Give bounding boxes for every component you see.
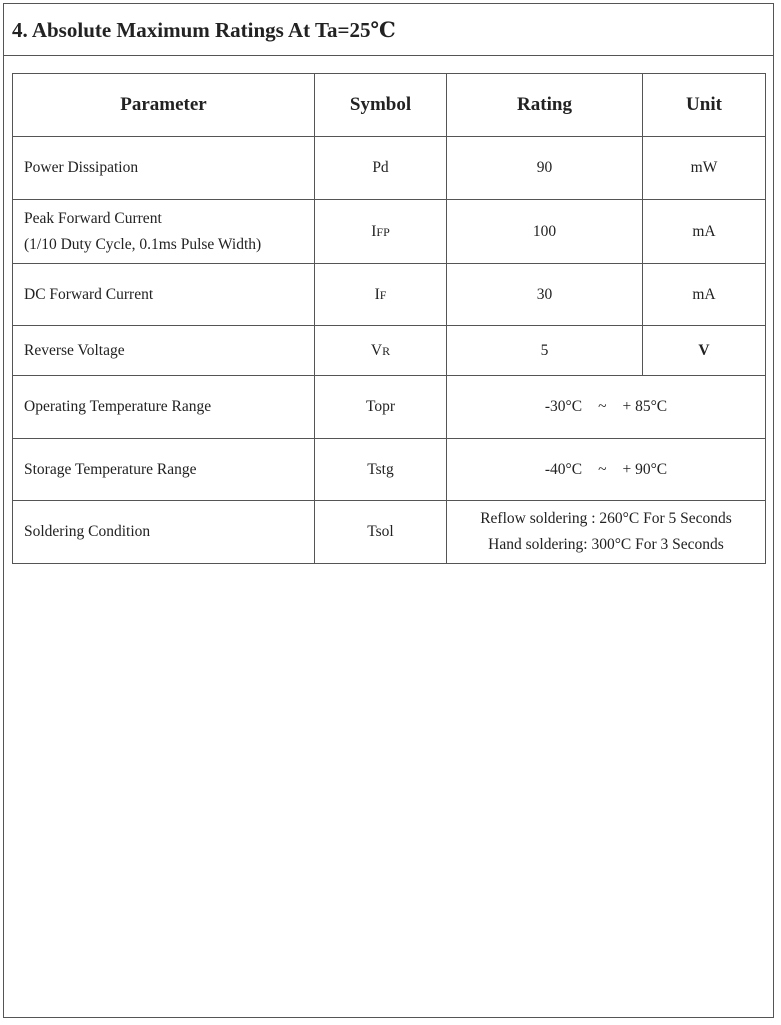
parameter-line-1: Peak Forward Current	[24, 209, 162, 227]
range-high: + 85°C	[622, 398, 668, 415]
symbol-main: Pd	[372, 159, 389, 176]
rating-cell: 5	[447, 326, 643, 376]
unit-cell: mA	[643, 200, 766, 264]
parameter-cell: DC Forward Current	[13, 264, 315, 326]
symbol-main: Tsol	[367, 523, 394, 540]
ratings-table	[12, 73, 766, 564]
parameter-cell: Power Dissipation	[13, 137, 315, 200]
section-title: 4. Absolute Maximum Ratings At Ta=25℃	[12, 18, 396, 42]
symbol-cell	[315, 326, 447, 376]
symbol-cell	[315, 137, 447, 200]
rating-line-1: Reflow soldering : 260°C For 5 Seconds	[480, 510, 732, 527]
symbol-cell	[315, 264, 447, 326]
range-low: -30°C	[544, 398, 583, 415]
table-row	[13, 326, 766, 376]
symbol-cell	[315, 376, 447, 439]
table-header-row	[13, 74, 766, 137]
parameter-cell	[13, 200, 315, 264]
symbol-main: Tstg	[367, 460, 394, 478]
rating-cell: 90	[447, 137, 643, 200]
parameter-line-2: (1/10 Duty Cycle, 0.1ms Pulse Width)	[24, 235, 262, 253]
symbol-subscript: F	[379, 287, 387, 302]
symbol-cell	[315, 200, 447, 264]
range-separator: ~	[598, 460, 607, 478]
table-row	[13, 501, 766, 564]
soldering-rating-cell	[447, 501, 766, 564]
symbol-cell	[315, 501, 447, 564]
parameter-cell: Operating Temperature Range	[13, 376, 315, 439]
symbol-main: Topr	[365, 398, 396, 415]
document-frame	[3, 3, 774, 1018]
table-row	[13, 264, 766, 326]
symbol-main: V	[370, 341, 383, 359]
symbol-main: I	[374, 285, 380, 303]
range-separator: ~	[598, 398, 607, 415]
range-low: -40°C	[544, 460, 583, 478]
symbol-subscript: FP	[376, 224, 390, 239]
parameter-cell: Reverse Voltage	[13, 326, 315, 376]
table-row	[13, 439, 766, 501]
rating-cell: 100	[447, 200, 643, 264]
unit-cell: V	[643, 326, 766, 376]
header-parameter: Parameter	[13, 74, 315, 137]
unit-cell: mW	[643, 137, 766, 200]
header-unit: Unit	[643, 74, 766, 137]
table-row	[13, 137, 766, 200]
header-symbol: Symbol	[315, 74, 447, 137]
rating-range-cell	[447, 439, 766, 501]
unit-cell: mA	[643, 264, 766, 326]
symbol-main: I	[371, 222, 377, 240]
table-row	[13, 200, 766, 264]
header-rating: Rating	[447, 74, 643, 137]
table-row	[13, 376, 766, 439]
section-header	[4, 4, 773, 56]
parameter-cell: Storage Temperature Range	[13, 439, 315, 501]
range-high: + 90°C	[622, 460, 668, 478]
symbol-subscript: R	[382, 343, 391, 358]
parameter-cell: Soldering Condition	[13, 501, 315, 564]
rating-cell: 30	[447, 264, 643, 326]
rating-line-2: Hand soldering: 300°C For 3 Seconds	[488, 536, 724, 553]
symbol-cell	[315, 439, 447, 501]
rating-range-cell	[447, 376, 766, 439]
